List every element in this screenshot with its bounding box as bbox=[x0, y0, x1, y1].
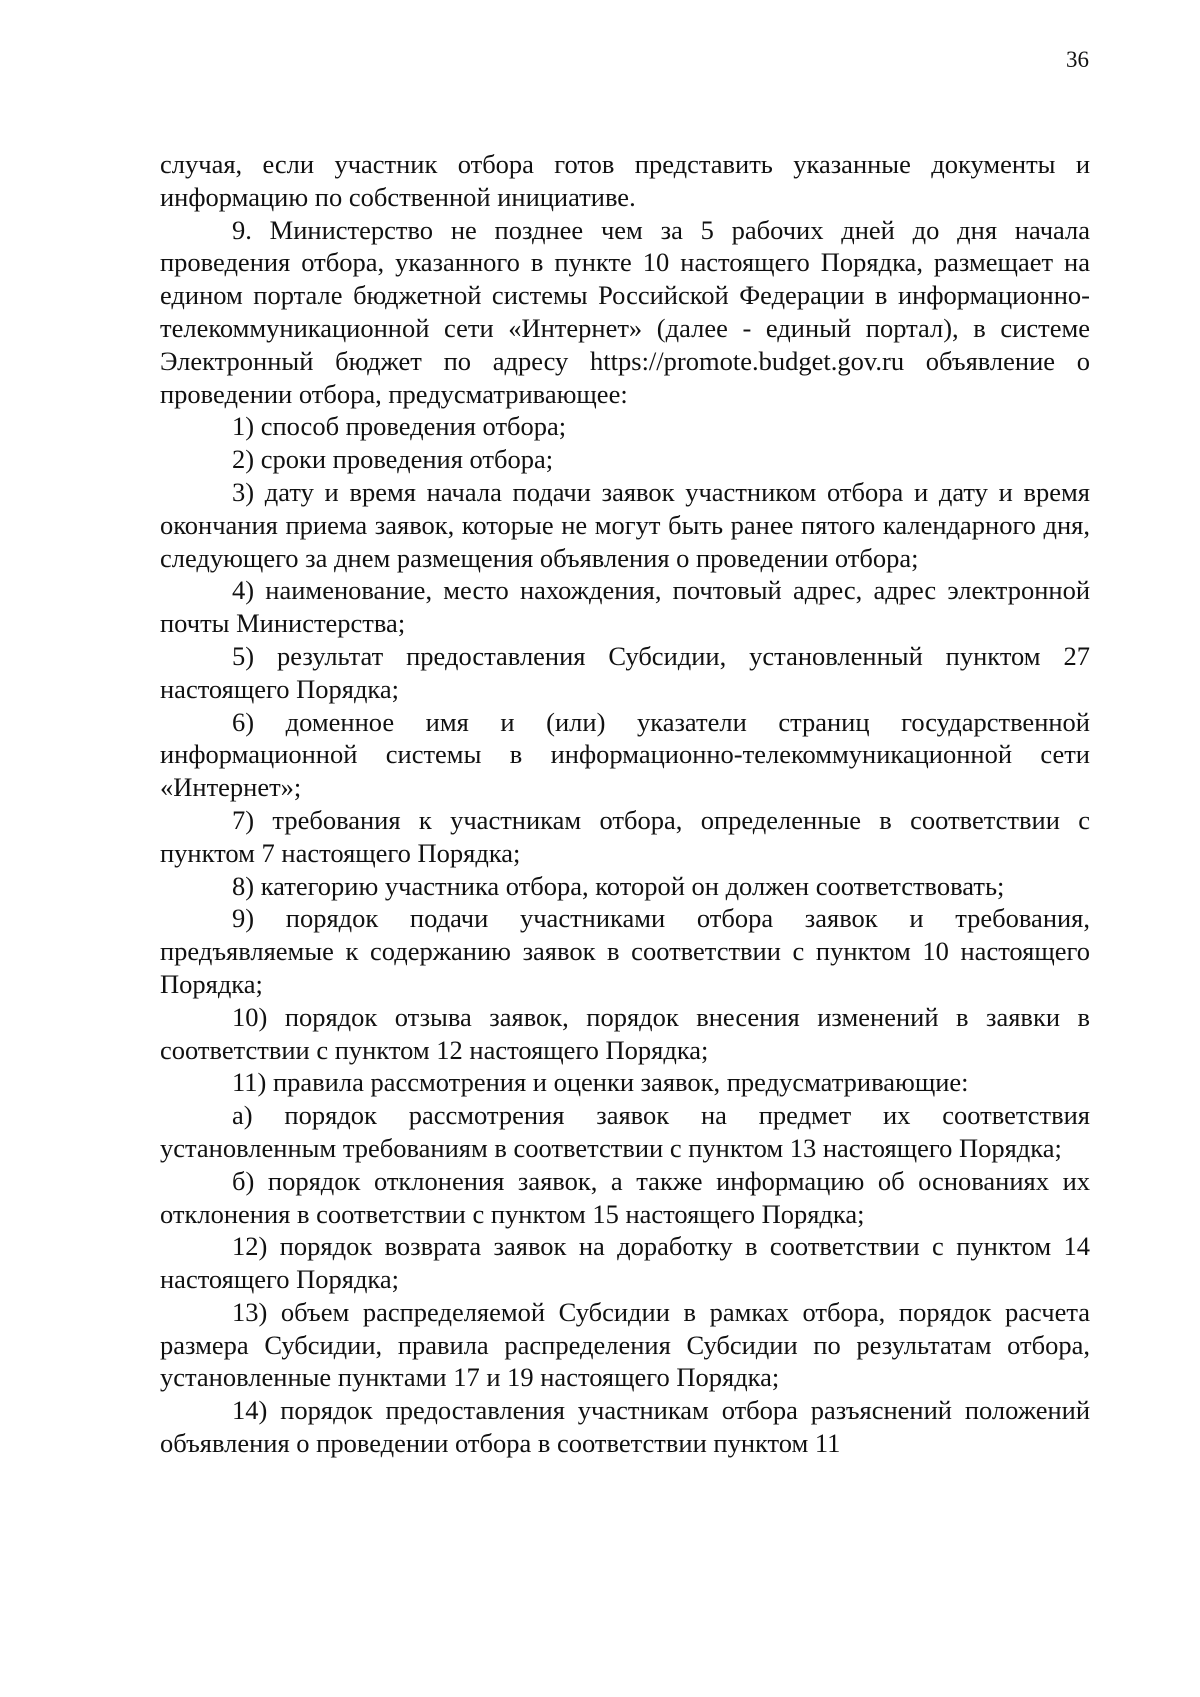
list-item-7: 7) требования к участникам отбора, определенные в соответствии с пунктом 7 настоящего Порядка; bbox=[160, 804, 1090, 868]
list-item-8: 8) категорию участника отбора, которой он должен соответствовать; bbox=[232, 870, 1005, 901]
list-item-12: 12) порядок возврата заявок на доработку в соответствии с пунктом 14 настоящего Порядка; bbox=[160, 1231, 1090, 1295]
list-item-1: 1) способ проведения отбора; bbox=[232, 411, 567, 442]
list-item-9: 9) порядок подачи участниками отбора заявок и требования, предъявляемые к содержанию заявок в соответствии с пунктом 10 настоящего Порядка; bbox=[160, 903, 1090, 999]
list-item-2: 2) сроки проведения отбора; bbox=[232, 444, 554, 475]
list-item-4: 4) наименование, место нахождения, почтовый адрес, адрес электронной почты Министерства; bbox=[160, 575, 1090, 639]
list-item-3: 3) дату и время начала подачи заявок участником отбора и дату и время окончания приема заявок, которые не могут быть ранее пятого календарного дня, следующего за днем размещения объявления о проведении отбора; bbox=[160, 476, 1090, 573]
list-item-11: 11) правила рассмотрения и оценки заявок, предусматривающие: bbox=[232, 1067, 969, 1098]
list-item-14: 14) порядок предоставления участникам отбора разъяснений положений объявления о проведении отбора в соответствии пунктом 11 bbox=[160, 1395, 1090, 1459]
list-item-6: 6) доменное имя и (или) указатели страниц государственной информационной системы в информационно-телекоммуникационной сети «Интернет»; bbox=[160, 706, 1090, 803]
paragraph-continuation: случая, если участник отбора готов представить указанные документы и информацию по собственной инициативе. bbox=[160, 149, 1090, 212]
list-item-10: 10) порядок отзыва заявок, порядок внесения изменений в заявки в соответствии с пунктом 12 настоящего Порядка; bbox=[160, 1001, 1090, 1065]
list-item-5: 5) результат предоставления Субсидии, установленный пунктом 27 настоящего Порядка; bbox=[160, 640, 1090, 704]
sub-item-a: а) порядок рассмотрения заявок на предмет их соответствия установленным требованиям в соответствии с пунктом 13 настоящего Порядка; bbox=[160, 1100, 1090, 1163]
document-body bbox=[160, 148, 1090, 1460]
paragraph-clause-9: 9. Министерство не позднее чем за 5 рабочих дней до дня начала проведения отбора, указанного в пункте 10 настоящего Порядка, размещает на едином портале бюджетной системы Российской Федерации в информационно-телекоммуникационной сети «Интернет» (далее - единый портал), в системе Электронный бюджет по адресу https://promote.budget.gov.ru объявление о проведении отбора, предусматривающее: bbox=[160, 214, 1090, 409]
page-number: 36 bbox=[1066, 47, 1089, 72]
list-item-13: 13) объем распределяемой Субсидии в рамках отбора, порядок расчета размера Субсидии, правила распределения Субсидии по результатам отбора, установленные пунктами 17 и 19 настоящего Порядка; bbox=[160, 1296, 1090, 1393]
sub-item-b: б) порядок отклонения заявок, а также информацию об основаниях их отклонения в соответствии с пунктом 15 настоящего Порядка; bbox=[160, 1165, 1090, 1229]
